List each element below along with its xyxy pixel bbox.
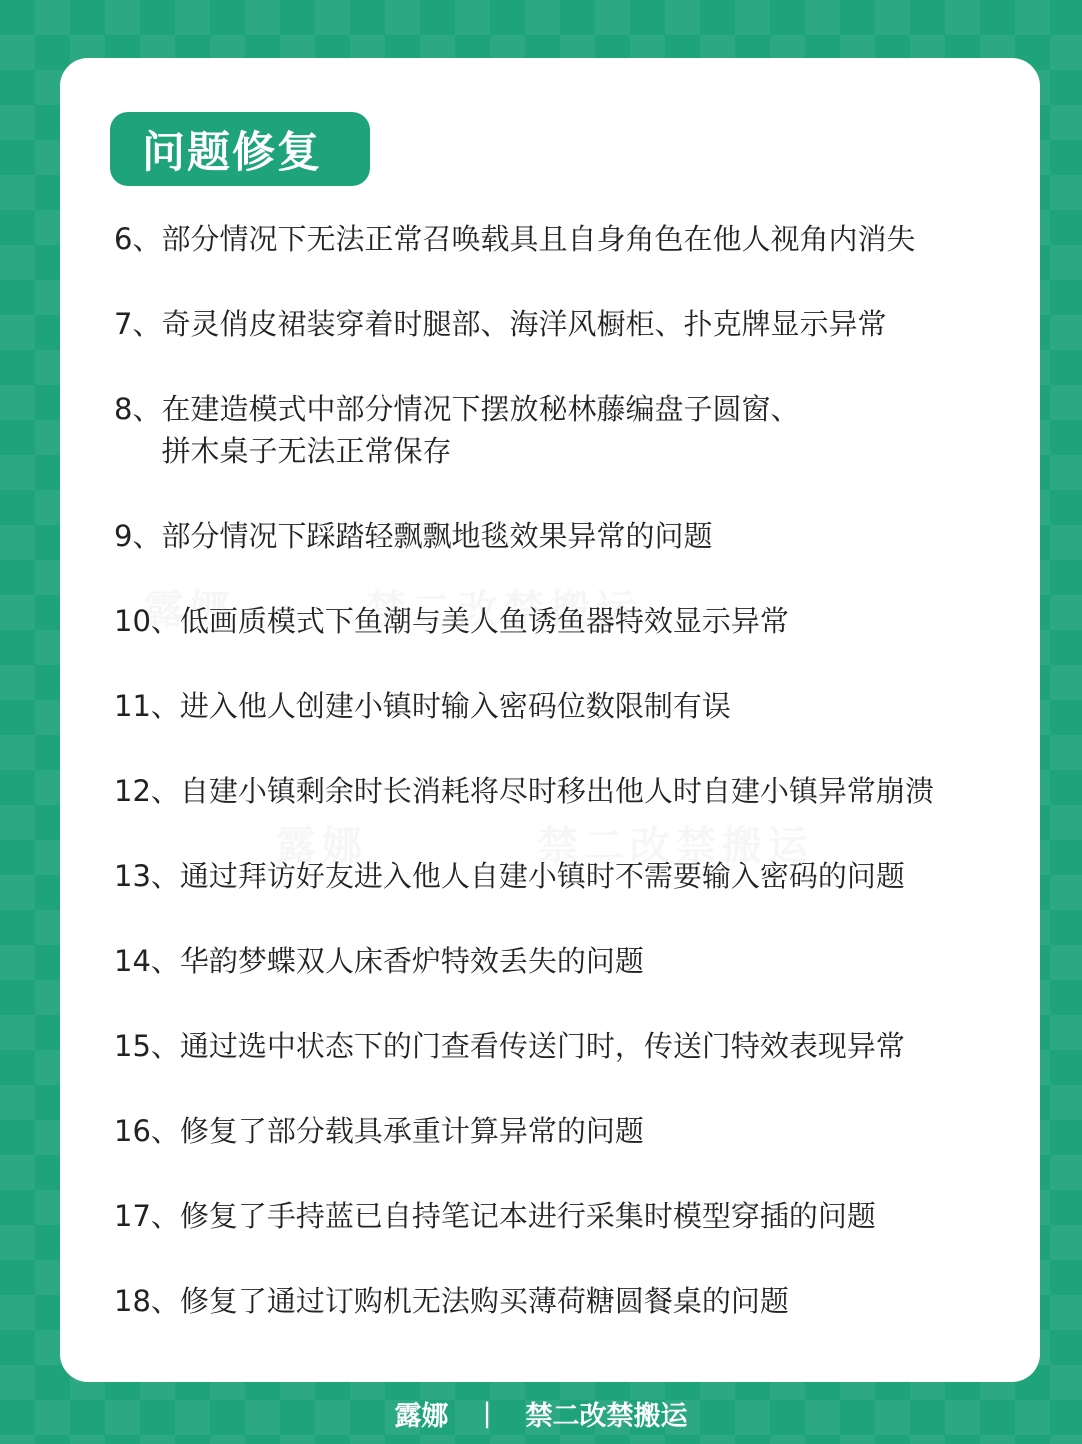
fix-text: 部分情况下踩踏轻飘飘地毯效果异常的问题 (161, 519, 713, 553)
fix-text: 华韵梦蝶双人床香炉特效丢失的问题 (179, 944, 644, 978)
fix-item (114, 770, 934, 812)
fix-number: 7、 (114, 307, 162, 341)
fix-number: 16、 (114, 1114, 180, 1148)
section-title: 问题修复 (142, 127, 322, 178)
fix-number: 18、 (114, 1284, 180, 1318)
fix-item (114, 685, 731, 727)
fix-text: 在建造模式中部分情况下摆放秘林藤编盘子圆窗、 拼木桌子无法正常保存 (161, 392, 800, 468)
footer-separator: | (482, 1397, 492, 1429)
fix-item (114, 515, 712, 557)
footer-notice: 禁二改禁搬运 (525, 1400, 688, 1432)
fix-item (114, 1025, 905, 1067)
fix-number: 12、 (114, 774, 180, 808)
fix-text: 进入他人创建小镇时输入密码位数限制有误 (179, 689, 731, 723)
fix-text: 低画质模式下鱼潮与美人鱼诱鱼器特效显示异常 (179, 604, 789, 638)
fix-text: 修复了通过订购机无法购买薄荷糖圆餐桌的问题 (179, 1284, 789, 1318)
fix-text: 通过选中状态下的门查看传送门时，传送门特效表现异常 (179, 1029, 905, 1063)
fix-number: 17、 (114, 1199, 180, 1233)
footer-author: 露娜 (394, 1400, 449, 1432)
fix-text: 通过拜访好友进入他人自建小镇时不需要输入密码的问题 (179, 859, 905, 893)
fix-number: 10、 (114, 604, 180, 638)
fix-text: 修复了部分载具承重计算异常的问题 (179, 1114, 644, 1148)
fix-number: 14、 (114, 944, 180, 978)
fix-item (114, 1195, 876, 1237)
fix-item (114, 218, 915, 260)
fix-item (114, 1280, 789, 1322)
fix-number: 15、 (114, 1029, 180, 1063)
fix-number: 11、 (114, 689, 180, 723)
fix-item (114, 600, 789, 642)
fix-text: 修复了手持蓝已自持笔记本进行采集时模型穿插的问题 (179, 1199, 876, 1233)
fix-item (114, 1110, 644, 1152)
content-card (60, 58, 1040, 1382)
section-title-badge (110, 112, 370, 186)
fix-item (114, 855, 905, 897)
fix-number: 9、 (114, 519, 162, 553)
footer-credit (0, 1382, 1082, 1444)
fix-item (114, 303, 886, 345)
fix-text: 自建小镇剩余时长消耗将尽时移出他人时自建小镇异常崩溃 (179, 774, 934, 808)
fix-text: 部分情况下无法正常召唤载具且自身角色在他人视角内消失 (161, 222, 916, 256)
fix-item (114, 940, 644, 982)
fix-text: 奇灵俏皮裙装穿着时腿部、海洋风橱柜、扑克牌显示异常 (161, 307, 887, 341)
fix-number: 6、 (114, 222, 162, 256)
fix-item (114, 388, 799, 472)
fix-number: 8、 (114, 392, 162, 426)
fix-number: 13、 (114, 859, 180, 893)
